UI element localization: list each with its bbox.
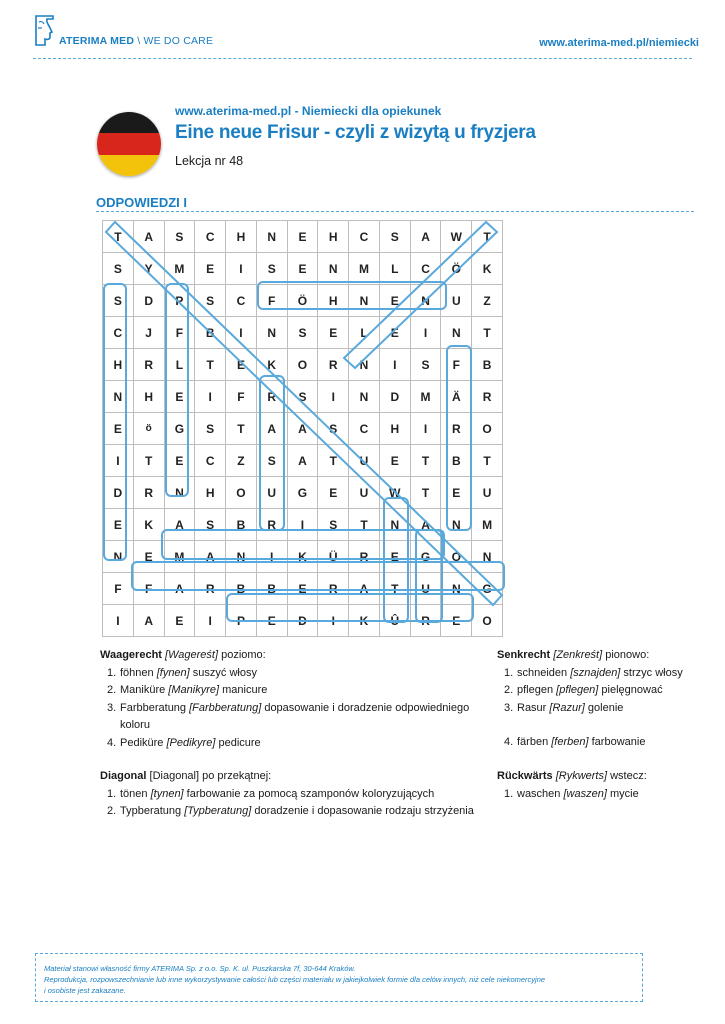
grid-cell: J: [133, 317, 164, 349]
clue-translation: dopasowanie i doradzenie odpowiedniego koloru: [120, 701, 470, 731]
grid-cell: H: [133, 381, 164, 413]
grid-cell: Ö: [287, 285, 318, 317]
grid-cell: R: [349, 541, 380, 573]
clue-word: waschen: [517, 787, 564, 800]
grid-cell: R: [133, 477, 164, 509]
clue-heading-horizontal: Waagerecht [Wagereśt] poziomo:: [100, 649, 266, 661]
grid-cell: N: [410, 285, 441, 317]
grid-cell: L: [164, 349, 195, 381]
grid-cell: G: [410, 541, 441, 573]
grid-cell: O: [441, 541, 472, 573]
lesson-number: Lekcja nr 48: [175, 154, 244, 168]
grid-cell: D: [379, 381, 410, 413]
grid-cell: E: [287, 221, 318, 253]
clue-number: 4.: [504, 736, 514, 748]
clue-number: 1.: [504, 666, 514, 679]
grid-cell: E: [103, 509, 134, 541]
grid-cell: E: [379, 445, 410, 477]
grid-row: [103, 477, 503, 509]
grid-cell: K: [472, 253, 503, 285]
clue-pronunciation: [Typberatung]: [184, 805, 252, 817]
grid-cell: R: [472, 381, 503, 413]
grid-cell: U: [256, 477, 287, 509]
clues-backwards: [497, 768, 707, 803]
grid-cell: I: [195, 605, 226, 637]
grid-cell: F: [256, 285, 287, 317]
grid-cell: I: [410, 413, 441, 445]
grid-cell: I: [287, 509, 318, 541]
grid-row: [103, 573, 503, 605]
clue-item: [100, 803, 480, 821]
grid-cell: B: [441, 445, 472, 477]
grid-row: [103, 541, 503, 573]
grid-cell: A: [164, 509, 195, 541]
header-divider: [33, 58, 692, 59]
grid-cell: S: [256, 253, 287, 285]
clue-pronunciation: [Pedikyre]: [166, 736, 216, 749]
clue-pronunciation: [waszen]: [563, 787, 607, 800]
grid-cell: M: [164, 253, 195, 285]
copyright-notice: [44, 963, 629, 996]
grid-cell: R: [441, 413, 472, 445]
grid-cell: Z: [472, 285, 503, 317]
copyright-line-1: Materiał stanowi własność firmy ATERIMA Sp. z o.o. Sp. K. ul. Puszkarska 7f, 30-644 Kraków.: [44, 964, 356, 973]
grid-cell: H: [195, 477, 226, 509]
clue-pronunciation: [ferben]: [551, 736, 589, 748]
clue-heading-vertical: Senkrecht [Zenkreśt] pionowo:: [497, 649, 650, 661]
grid-cell: F: [164, 317, 195, 349]
grid-cell: S: [195, 285, 226, 317]
grid-cell: A: [256, 413, 287, 445]
grid-cell: A: [164, 573, 195, 605]
grid-row: [103, 349, 503, 381]
profile-face-icon: [33, 14, 57, 46]
clue-translation: golenie: [584, 701, 624, 714]
grid-cell: T: [410, 477, 441, 509]
grid-cell: F: [226, 381, 257, 413]
grid-cell: R: [133, 349, 164, 381]
grid-row: [103, 285, 503, 317]
grid-cell: N: [226, 541, 257, 573]
clue-item: [497, 665, 707, 683]
grid-cell: N: [349, 285, 380, 317]
grid-cell: M: [349, 253, 380, 285]
grid-cell: D: [103, 477, 134, 509]
grid-cell: O: [226, 477, 257, 509]
grid-cell: Y: [133, 253, 164, 285]
german-flag-icon: [97, 112, 161, 176]
grid-row: [103, 605, 503, 637]
grid-row: [103, 381, 503, 413]
clue-heading-diagonal: Diagonal [Diagonal] po przekątnej:: [100, 770, 272, 782]
clue-translation: mycie: [606, 787, 639, 800]
grid-cell: Û: [379, 605, 410, 637]
grid-cell: T: [226, 413, 257, 445]
grid-cell: H: [318, 285, 349, 317]
grid-cell: E: [287, 253, 318, 285]
grid-cell: E: [103, 413, 134, 445]
clue-word: Rasur: [517, 701, 550, 714]
clue-number: 1.: [504, 787, 514, 800]
clue-number: 3.: [107, 701, 117, 714]
grid-cell: E: [256, 605, 287, 637]
grid-cell: ö: [133, 413, 164, 445]
grid-cell: T: [379, 573, 410, 605]
grid-cell: I: [103, 445, 134, 477]
word-search-grid: [102, 220, 503, 637]
grid-cell: E: [164, 445, 195, 477]
clue-word: Maniküre: [120, 684, 169, 696]
clue-item: [100, 786, 480, 804]
grid-row: [103, 253, 503, 285]
grid-cell: N: [103, 541, 134, 573]
grid-cell: R: [195, 573, 226, 605]
copyright-line-2: Reprodukcja, rozpowszechnianie lub inne wykorzystywanie całości lub części materiału w jakiejkolwiek formie dla celów innych, niż cele niekomercyjne: [44, 975, 546, 984]
grid-cell: T: [349, 509, 380, 541]
grid-cell: M: [164, 541, 195, 573]
clue-word: Farbberatung: [120, 701, 190, 714]
grid-cell: N: [103, 381, 134, 413]
grid-cell: E: [441, 605, 472, 637]
clue-word: tönen: [120, 787, 151, 800]
grid-cell: T: [133, 445, 164, 477]
grid-cell: U: [410, 573, 441, 605]
grid-cell: B: [226, 573, 257, 605]
grid-cell: A: [195, 541, 226, 573]
clue-translation: farbowanie: [588, 736, 646, 748]
grid-cell: K: [256, 349, 287, 381]
grid-cell: N: [164, 477, 195, 509]
grid-cell: S: [410, 349, 441, 381]
clue-word: färben: [517, 736, 552, 748]
grid-cell: A: [133, 605, 164, 637]
grid-cell: C: [226, 285, 257, 317]
grid-cell: O: [287, 349, 318, 381]
grid-cell: E: [164, 605, 195, 637]
grid-cell: A: [349, 573, 380, 605]
grid-cell: N: [441, 317, 472, 349]
grid-cell: Z: [226, 445, 257, 477]
grid-cell: D: [287, 605, 318, 637]
site-subtitle: www.aterima-med.pl - Niemiecki dla opiekunek: [175, 104, 442, 118]
grid-row: [103, 221, 503, 253]
grid-cell: A: [287, 445, 318, 477]
grid-cell: C: [103, 317, 134, 349]
grid-cell: N: [379, 509, 410, 541]
grid-cell: U: [472, 477, 503, 509]
grid-cell: I: [318, 605, 349, 637]
clue-pronunciation: [Farbberatung]: [189, 701, 262, 714]
grid-cell: H: [226, 221, 257, 253]
grid-row: [103, 317, 503, 349]
grid-cell: I: [103, 605, 134, 637]
grid-cell: S: [103, 253, 134, 285]
clue-pronunciation: [Razur]: [549, 701, 585, 714]
grid-cell: G: [287, 477, 318, 509]
clue-item: [497, 786, 707, 804]
grid-cell: U: [441, 285, 472, 317]
grid-cell: P: [164, 285, 195, 317]
grid-cell: E: [226, 349, 257, 381]
grid-cell: Ö: [441, 253, 472, 285]
grid-cell: S: [379, 221, 410, 253]
clue-number: 2.: [504, 684, 514, 696]
brand-logo[interactable]: [33, 14, 223, 48]
grid-cell: F: [441, 349, 472, 381]
grid-cell: E: [133, 541, 164, 573]
grid-cell: A: [287, 413, 318, 445]
grid-cell: U: [349, 477, 380, 509]
grid-cell: U: [349, 445, 380, 477]
clue-item: [497, 700, 707, 718]
grid-cell: K: [133, 509, 164, 541]
grid-cell: N: [441, 573, 472, 605]
grid-cell: N: [349, 349, 380, 381]
clue-pronunciation: [pflegen]: [556, 684, 599, 696]
grid-cell: E: [441, 477, 472, 509]
clue-translation: strzyc włosy: [620, 666, 683, 679]
grid-cell: I: [226, 253, 257, 285]
grid-cell: N: [256, 317, 287, 349]
grid-cell: A: [410, 221, 441, 253]
grid-cell: K: [349, 605, 380, 637]
grid-cell: G: [164, 413, 195, 445]
clue-word: föhnen: [120, 666, 157, 679]
grid-cell: W: [379, 477, 410, 509]
grid-cell: Ä: [441, 381, 472, 413]
grid-cell: C: [410, 253, 441, 285]
grid-cell: M: [472, 509, 503, 541]
grid-cell: H: [318, 221, 349, 253]
grid-cell: S: [103, 285, 134, 317]
grid-cell: E: [164, 381, 195, 413]
grid-cell: E: [379, 317, 410, 349]
grid-cell: P: [226, 605, 257, 637]
clue-translation: farbowanie za pomocą szamponów koloryzujących: [183, 787, 435, 800]
clue-item: [100, 682, 480, 700]
clue-item: [497, 734, 707, 752]
lesson-title: Eine neue Frisur - czyli z wizytą u fryzjera: [175, 122, 536, 143]
grid-cell: C: [195, 445, 226, 477]
grid-cell: Ü: [318, 541, 349, 573]
grid-cell: I: [195, 381, 226, 413]
grid-cell: H: [379, 413, 410, 445]
grid-cell: L: [379, 253, 410, 285]
clue-item: [497, 682, 707, 700]
clue-pronunciation: [Manikyre]: [168, 684, 220, 696]
grid-cell: S: [195, 509, 226, 541]
clue-number: 1.: [107, 787, 117, 800]
grid-cell: F: [103, 573, 134, 605]
clue-translation: doradzenie i dopasowanie rodzaju strzyżenia: [251, 805, 474, 817]
answers-divider: [96, 211, 694, 212]
grid-cell: S: [287, 381, 318, 413]
grid-row: [103, 445, 503, 477]
copyright-line-3: i osobiste jest zakazane.: [44, 986, 126, 995]
grid-cell: T: [472, 317, 503, 349]
grid-cell: T: [472, 221, 503, 253]
grid-cell: N: [318, 253, 349, 285]
grid-cell: I: [410, 317, 441, 349]
grid-cell: C: [195, 221, 226, 253]
grid-cell: I: [256, 541, 287, 573]
grid-cell: T: [410, 445, 441, 477]
clue-translation: suszyć włosy: [189, 666, 257, 679]
clue-word: Pediküre: [120, 736, 167, 749]
clue-word: schneiden: [517, 666, 571, 679]
grid-cell: E: [195, 253, 226, 285]
header-url-link[interactable]: www.aterima-med.pl/niemiecki: [539, 37, 699, 49]
grid-cell: T: [103, 221, 134, 253]
clue-number: 2.: [107, 684, 117, 696]
grid-cell: T: [195, 349, 226, 381]
grid-cell: B: [472, 349, 503, 381]
grid-cell: H: [103, 349, 134, 381]
grid-cell: I: [318, 381, 349, 413]
grid-cell: C: [349, 413, 380, 445]
clue-number: 4.: [107, 736, 117, 749]
grid-cell: T: [318, 445, 349, 477]
grid-cell: B: [256, 573, 287, 605]
clue-number: 2.: [107, 805, 117, 817]
brand-wordmark: ATERIMA MED \ WE DO CARE: [59, 35, 214, 47]
grid-cell: S: [256, 445, 287, 477]
grid-cell: R: [256, 509, 287, 541]
grid-cell: F: [133, 573, 164, 605]
grid-cell: C: [349, 221, 380, 253]
grid-cell: W: [441, 221, 472, 253]
grid-row: [103, 509, 503, 541]
grid-cell: N: [472, 541, 503, 573]
grid-cell: R: [410, 605, 441, 637]
grid-cell: S: [318, 509, 349, 541]
grid-cell: D: [133, 285, 164, 317]
grid-cell: R: [318, 349, 349, 381]
clue-heading-backwards: Rückwärts [Rykwerts] wstecz:: [497, 770, 647, 782]
grid-cell: I: [226, 317, 257, 349]
clue-item: [100, 700, 480, 735]
grid-cell: E: [318, 477, 349, 509]
grid-cell: T: [472, 445, 503, 477]
clues-horizontal: [100, 647, 480, 752]
clue-word: Typberatung: [120, 805, 185, 817]
grid-cell: I: [379, 349, 410, 381]
grid-cell: B: [195, 317, 226, 349]
grid-cell: K: [287, 541, 318, 573]
grid-cell: E: [318, 317, 349, 349]
grid-cell: E: [379, 285, 410, 317]
grid-cell: A: [410, 509, 441, 541]
clue-number: 1.: [107, 666, 117, 679]
grid-cell: A: [133, 221, 164, 253]
grid-row: [103, 413, 503, 445]
clue-pronunciation: [sznajden]: [570, 666, 621, 679]
answers-heading: ODPOWIEDZI I: [96, 195, 187, 210]
grid-cell: M: [410, 381, 441, 413]
grid-cell: S: [287, 317, 318, 349]
clue-word: pflegen: [517, 684, 557, 696]
clue-translation: manicure: [219, 684, 268, 696]
grid-cell: G: [472, 573, 503, 605]
clue-pronunciation: [tynen]: [150, 787, 184, 800]
grid-cell: E: [287, 573, 318, 605]
grid-cell: N: [349, 381, 380, 413]
grid-cell: S: [164, 221, 195, 253]
clue-item: [100, 665, 480, 683]
clue-translation: pielęgnować: [598, 684, 663, 696]
grid-cell: L: [349, 317, 380, 349]
clues-diagonal: [100, 768, 480, 821]
grid-cell: B: [226, 509, 257, 541]
clue-number: 3.: [504, 701, 514, 714]
clue-item: [100, 735, 480, 753]
grid-cell: N: [256, 221, 287, 253]
grid-cell: O: [472, 413, 503, 445]
clue-translation: pedicure: [215, 736, 261, 749]
grid-cell: N: [441, 509, 472, 541]
grid-cell: O: [472, 605, 503, 637]
grid-cell: E: [379, 541, 410, 573]
grid-cell: R: [256, 381, 287, 413]
grid-cell: S: [318, 413, 349, 445]
clue-pronunciation: [fynen]: [156, 666, 190, 679]
grid-cell: R: [318, 573, 349, 605]
clues-vertical: [497, 647, 707, 752]
grid-cell: S: [195, 413, 226, 445]
